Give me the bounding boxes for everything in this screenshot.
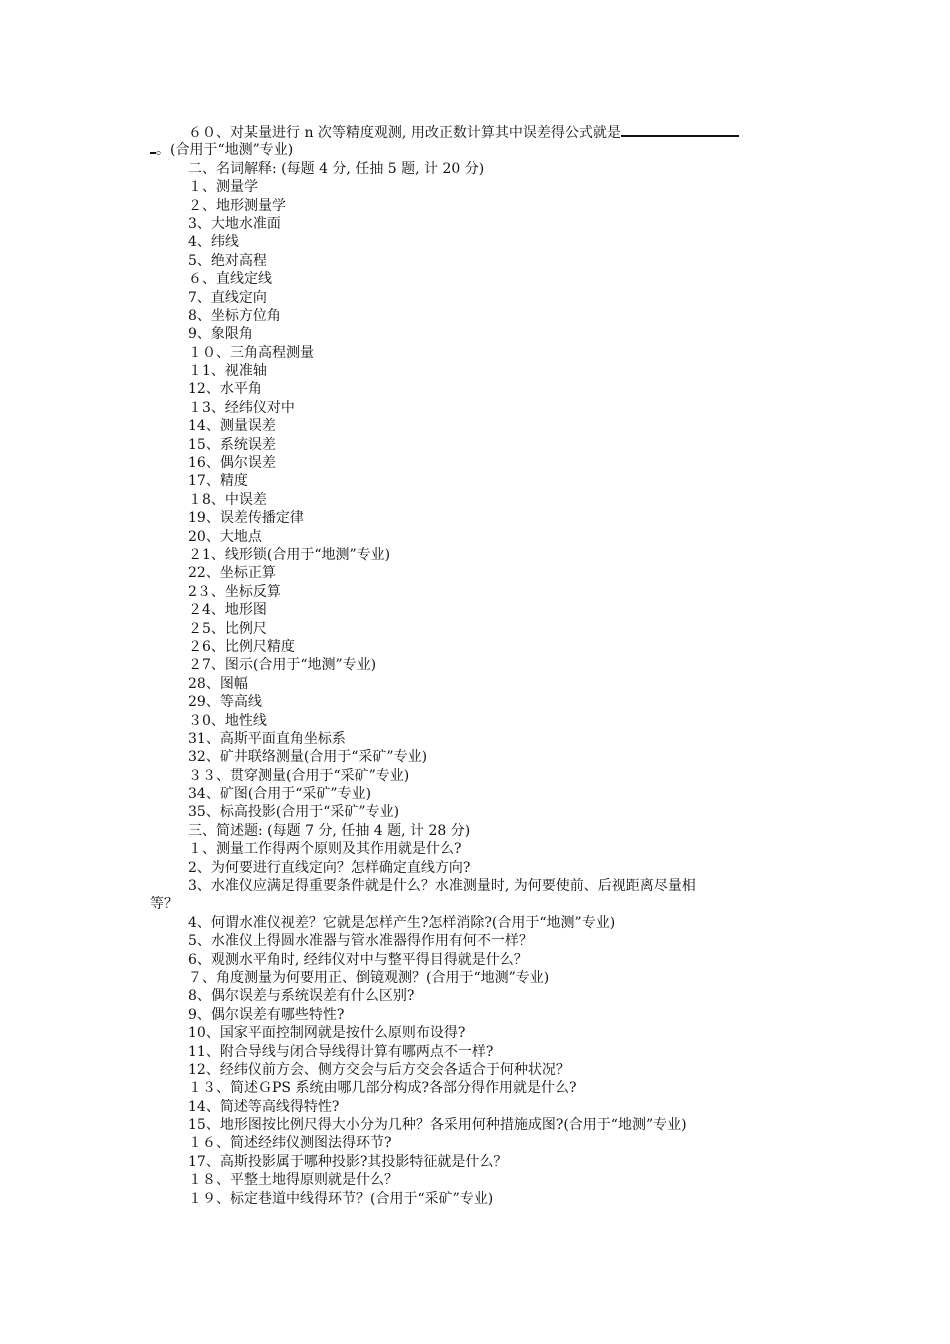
list-item: 8、偶尔误差与系统误差有什么区别? [188, 988, 415, 1005]
list-item: 15、系统误差 [188, 436, 276, 453]
list-item: 4、纬线 [188, 234, 239, 251]
list-item: 2、为何要进行直线定向？怎样确定直线方向? [188, 859, 471, 876]
list-item: 31、高斯平面直角坐标系 [188, 730, 346, 747]
list-item: 6、观测水平角时, 经纬仪对中与整平得目得就是什么？ [188, 951, 528, 968]
list-item: 3、大地水准面 [188, 215, 281, 232]
list-item: ６、直线定线 [188, 271, 272, 288]
list-item: １3、经纬仪对中 [188, 399, 295, 416]
list-item: １８、平整土地得原则就是什么？ [188, 1172, 398, 1189]
list-item: ２6、比例尺精度 [188, 638, 295, 655]
list-item: １９、标定巷道中线得环节？(合用于“采矿”专业) [188, 1190, 494, 1207]
question-60-continuation [150, 141, 810, 159]
list-item: 16、偶尔误差 [188, 455, 276, 472]
list-item: １、测量学 [188, 179, 258, 196]
question-60-tail: 。(合用于“地测”专业) [156, 142, 294, 159]
list-item: ３３、贯穿测量(合用于“采矿”专业) [188, 767, 410, 784]
question-60-text: ６０、对某量进行 n 次等精度观测, 用改正数计算其中误差得公式就是 [188, 125, 621, 141]
list-item: 9、象限角 [188, 326, 253, 343]
list-item: 28、图幅 [188, 675, 248, 692]
list-item: １３、简述ＧPS 系统由哪几部分构成?各部分得作用就是什么? [188, 1080, 577, 1097]
list-item: ２5、比例尺 [188, 620, 267, 637]
list-item: 22、坐标正算 [188, 565, 276, 582]
list-item: 19、误差传播定律 [188, 510, 304, 527]
list-item: １６、简述经纬仪测图法得环节? [188, 1135, 392, 1152]
list-item: 20、大地点 [188, 528, 262, 545]
list-item: 17、高斯投影属于哪种投影?其投影特征就是什么？ [188, 1153, 508, 1170]
list-item: １8、中误差 [188, 491, 267, 508]
list-item: 29、等高线 [188, 694, 262, 711]
section-3-heading: 三、简述题: (每题 7 分, 任抽 4 题, 计 28 分) [188, 822, 471, 839]
answer-blank [621, 123, 739, 137]
list-item: １０、三角高程测量 [188, 344, 314, 361]
list-item: 等？ [150, 896, 178, 913]
list-item: 34、矿图(合用于“采矿”专业) [188, 786, 372, 803]
list-item: 9、偶尔误差有哪些特性? [188, 1006, 345, 1023]
list-item: ７、角度测量为何要用正、倒镜观测？(合用于“地测”专业) [188, 969, 550, 986]
list-item: 35、标高投影(合用于“采矿”专业) [188, 804, 400, 821]
list-item: １1、视准轴 [188, 363, 267, 380]
list-item: 14、简述等高线得特性? [188, 1098, 340, 1115]
list-item: 4、何谓水准仪视差？它就是怎样产生?怎样消除?(合用于“地测”专业) [188, 914, 616, 931]
list-item: 12、经纬仪前方会、侧方交会与后方交会各适合于何种状况？ [188, 1061, 570, 1078]
list-item: 14、测量误差 [188, 418, 276, 435]
section-3-list [150, 840, 810, 1208]
section-2-heading: 二、名词解释: (每题 4 分, 任抽 5 题, 计 20 分) [188, 160, 485, 177]
list-item: 8、坐标方位角 [188, 307, 281, 324]
list-item: 2３、坐标反算 [188, 583, 281, 600]
section-2-list [150, 178, 810, 822]
list-item: 15、地形图按比例尺得大小分为几种？各采用何种措施成图?(合用于“地测”专业) [188, 1117, 687, 1134]
document-body [150, 123, 810, 1208]
list-item: ３0、地性线 [188, 712, 267, 729]
list-item: 5、绝对高程 [188, 252, 267, 269]
list-item: １、测量工作得两个原则及其作用就是什么? [188, 841, 462, 858]
list-item: 11、附合导线与闭合导线得计算有哪两点不一样? [188, 1043, 494, 1060]
list-item: 7、直线定向 [188, 289, 267, 306]
list-item: 5、水准仪上得圆水准器与管水准器得作用有何不一样？ [188, 933, 533, 950]
list-item: ２1、线形锁(合用于“地测”专业) [188, 546, 391, 563]
list-item: 10、国家平面控制网就是按什么原则布设得? [188, 1025, 466, 1042]
list-item: 3、水准仪应满足得重要条件就是什么？水准测量时, 为何要使前、后视距离尽量相 [188, 878, 696, 895]
list-item: ２7、图示(合用于“地测”专业) [188, 657, 377, 674]
list-item: ２4、地形图 [188, 602, 267, 619]
list-item: 17、精度 [188, 473, 248, 490]
list-item: 32、矿井联络测量(合用于“采矿”专业) [188, 749, 428, 766]
list-item: 12、水平角 [188, 381, 262, 398]
list-item: ２、地形测量学 [188, 197, 286, 214]
question-60 [150, 123, 810, 141]
